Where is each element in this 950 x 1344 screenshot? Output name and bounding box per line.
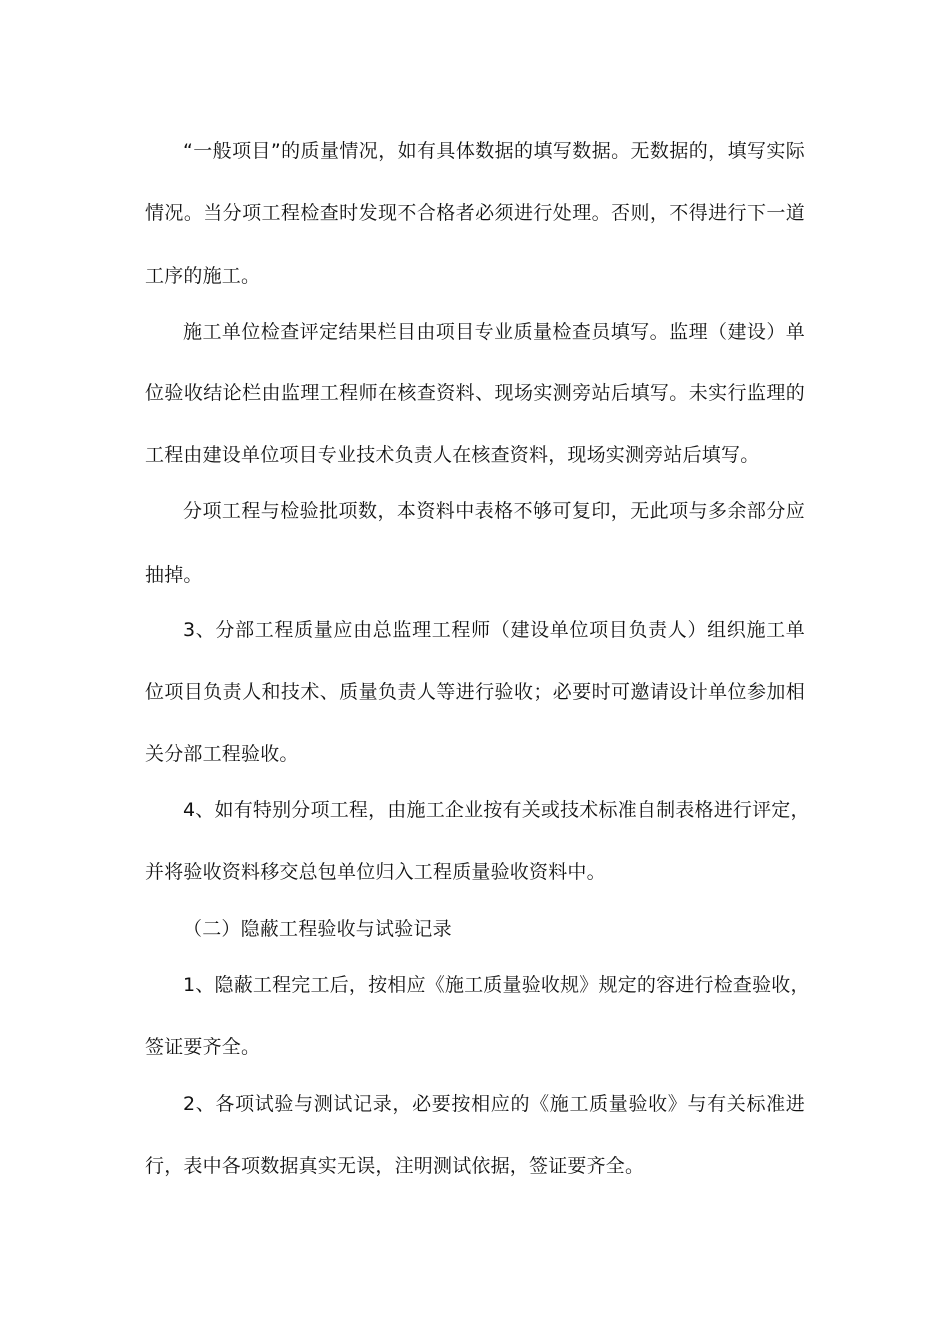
text-line: 行，表中各项数据真实无误，注明测试依据，签证要齐全。 <box>145 1155 645 1177</box>
text-line: 3、分部工程质量应由总监理工程师（建设单位项目负责人）组织施工单 <box>183 619 805 641</box>
text-line: 情况。当分项工程检查时发现不合格者必须进行处理。否则，不得进行下一道 <box>145 202 805 224</box>
text-line: 位验收结论栏由监理工程师在核查资料、现场实测旁站后填写。未实行监理的 <box>145 382 805 404</box>
text-line: 分项工程与检验批项数，本资料中表格不够可复印，无此项与多余部分应 <box>183 500 805 522</box>
text-line: 施工单位检查评定结果栏目由项目专业质量检查员填写。监理（建设）单 <box>183 321 805 343</box>
text-line: 工序的施工。 <box>145 265 261 287</box>
text-line: 关分部工程验收。 <box>145 743 299 765</box>
text-line: 工程由建设单位项目专业技术负责人在核查资料，现场实测旁站后填写。 <box>145 444 760 466</box>
text-line: “一般项目”的质量情况，如有具体数据的填写数据。无数据的，填写实际 <box>183 140 805 162</box>
text-line: 2、各项试验与测试记录，必要按相应的《施工质量验收》与有关标准进 <box>183 1093 805 1115</box>
section-heading: （二）隐蔽工程验收与试验记录 <box>183 918 452 940</box>
text-line: 签证要齐全。 <box>145 1036 261 1058</box>
text-line: 1、隐蔽工程完工后，按相应《施工质量验收规》规定的容进行检查验收， <box>183 974 810 996</box>
text-line: 位项目负责人和技术、质量负责人等进行验收；必要时可邀请设计单位参加相 <box>145 681 805 703</box>
text-line: 4、如有特别分项工程，由施工企业按有关或技术标准自制表格进行评定， <box>183 799 810 821</box>
text-line: 并将验收资料移交总包单位归入工程质量验收资料中。 <box>145 861 606 883</box>
text-line: 抽掉。 <box>145 564 203 586</box>
